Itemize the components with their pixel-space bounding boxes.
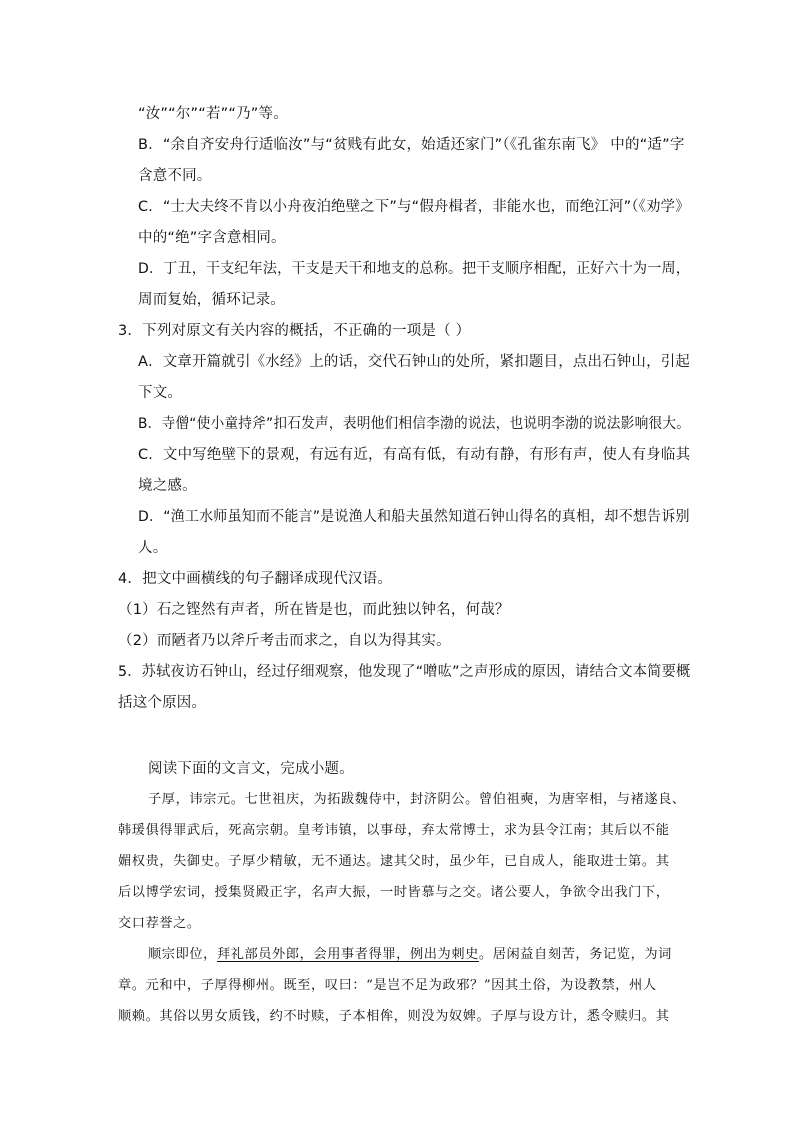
passage-p1-line1: 子厚，讳宗元。七世祖庆，为拓跋魏侍中，封济阴公。曾伯祖奭，为唐宰相，与褚遂良、 [148,792,686,807]
passage-p2-line1-lead: 顺宗即位， [148,947,217,962]
q3-option-c-line2: 境之感。 [138,478,197,494]
q2-option-b-line1: B．“余自齐安舟行适临汝”与“贫贱有此女，始适还家门”（《孔雀东南飞》 中的“适”字 [138,137,685,153]
q3-option-d-line2: 人。 [138,540,168,556]
q3-option-b: B．寺僧“使小童持斧”扣石发声，表明他们相信李渤的说法，也说明李渤的说法影响很大。 [138,416,691,432]
q2-option-d-line2: 周而复始，循环记录。 [138,292,285,308]
reading-instruction: 阅读下面的文言文，完成小题。 [148,761,354,777]
q2-option-c-line1: C．“士大夫终不肯以小舟夜泊绝壁之下”与“假舟楫者，非能水也，而绝江河”（《劝学》 [138,199,690,215]
q5-stem-line2: 括这个原因。 [118,695,207,711]
passage-p2-line1-rest: 。居闲益自刻苦，务记览，为词 [478,947,672,962]
q3-option-a-line2: 下文。 [138,385,183,401]
q3-stem: 3．下列对原文有关内容的概括，不正确的一项是（ ） [118,323,471,339]
passage-p1-line5: 交口荐誉之。 [118,916,201,931]
q3-option-a-line1: A．文章开篇就引《水经》上的话，交代石钟山的处所，紧扣题目，点出石钟山，引起 [138,354,691,370]
q4-stem: 4．把文中画横线的句子翻译成现代汉语。 [118,571,393,587]
q4-item-1: （1）石之铿然有声者，所在皆是也，而此独以钟名，何哉？ [118,602,510,618]
passage-p1-line4: 后以博学宏词，授集贤殿正字，名声大振，一时皆慕与之交。诸公要人，争欲令出我门下， [118,885,670,900]
q5-stem-line1: 5．苏轼夜访石钟山，经过仔细观察，他发现了“噌吰”之声形成的原因，请结合文本简要概 [118,664,691,680]
q2-option-c-line2: 中的“绝”字含意相同。 [138,230,286,246]
q2-option-a-tail: “汝”“尔”“若”“乃”等。 [138,106,288,122]
passage-p2-line1 [148,945,672,965]
q3-option-d-line1: D．“渔工水师虽知而不能言”是说渔人和船夫虽然知道石钟山得名的真相，却不想告诉别 [138,509,690,525]
underlined-sentence: 拜礼部员外郎，会用事者得罪，例出为刺史 [216,947,479,962]
passage-p2-line3: 顺赖。其俗以男女质钱，约不时赎，子本相侔，则没为奴婢。子厚与设方计，悉令赎归。其 [118,1009,670,1024]
passage-p1-line3: 媚权贵，失御史。子厚少精敏，无不通达。逮其父时，虽少年，已自成人，能取进士第。其 [118,854,670,869]
q3-option-c-line1: C．文中写绝壁下的景观，有远有近，有高有低，有动有静，有形有声，使人有身临其 [138,447,691,463]
q2-option-d-line1: D．丁丑，干支纪年法，干支是天干和地支的总称。把干支顺序相配，正好六十为一周， [138,261,690,277]
q4-item-2: （2）而陋者乃以斧斤考击而求之，自以为得其实。 [118,633,451,649]
passage-p2-line2: 章。元和中，子厚得柳州。既至，叹曰：“是岂不足为政邪？”因其土俗，为设教禁，州人 [118,978,657,993]
q2-option-b-line2: 含意不同。 [138,168,212,184]
passage-p1-line2: 韩瑗俱得罪武后，死高宗朝。皇考讳镇，以事母，弃太常博士，求为县令江南；其后以不能 [118,823,670,838]
